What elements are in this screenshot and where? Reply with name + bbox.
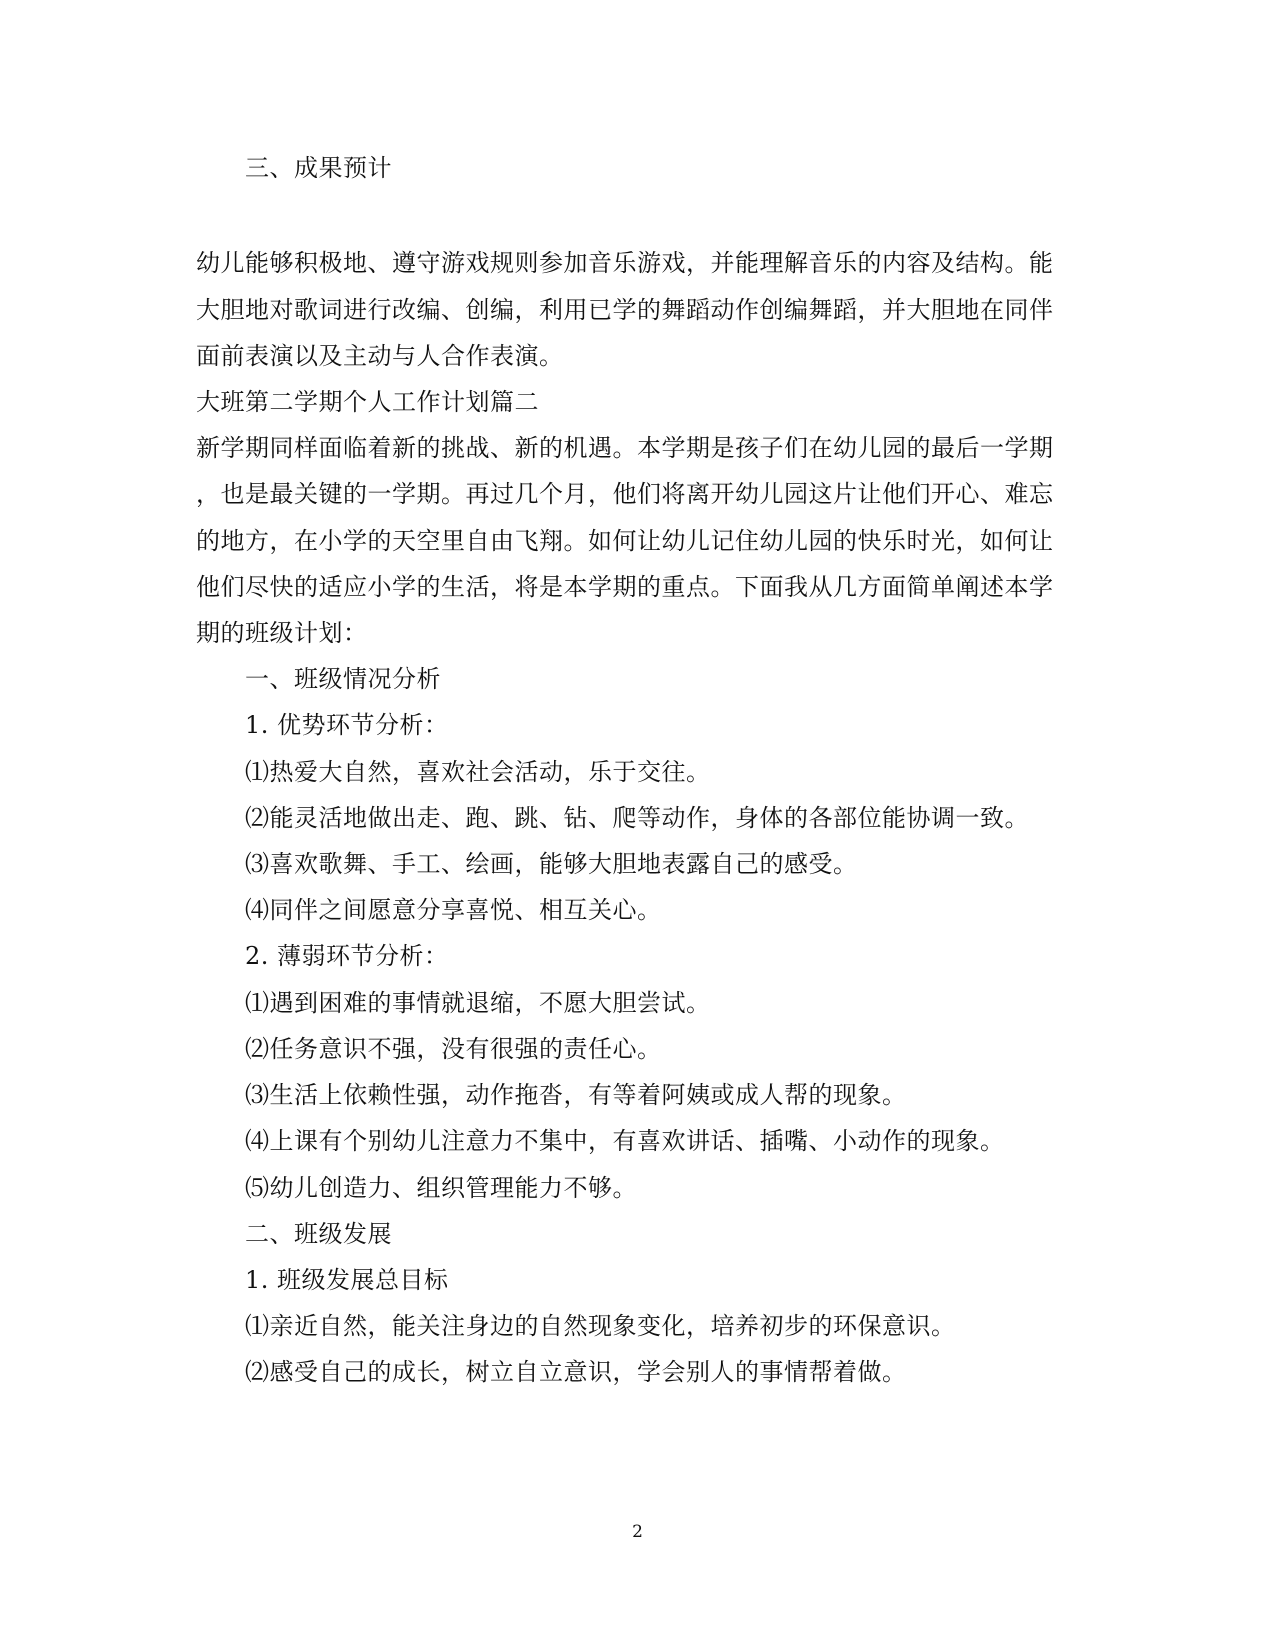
strength-item: ⑶喜欢歌舞、手工、绘画，能够大胆地表露自己的感受。 (245, 850, 858, 878)
weakness-item: ⑵任务意识不强，没有很强的责任心。 (245, 1035, 662, 1063)
weakness-item: ⑶生活上依赖性强，动作拖沓，有等着阿姨或成人帮的现象。 (245, 1081, 907, 1109)
weakness-item: ⑷上课有个别幼儿注意力不集中，有喜欢讲话、插嘴、小动作的现象。 (245, 1127, 1005, 1155)
outcome-paragraph-line: 面前表演以及主动与人合作表演。 (196, 342, 564, 370)
intro-paragraph-line: 期的班级计划： (196, 619, 368, 647)
heading-development: 二、班级发展 (245, 1220, 392, 1248)
intro-paragraph-line: 新学期同样面临着新的挑战、新的机遇。本学期是孩子们在幼儿园的最后一学期 (196, 434, 1054, 462)
heading-outcome: 三、成果预计 (245, 154, 392, 182)
page-number: 2 (632, 1522, 643, 1542)
goal-item: ⑴亲近自然，能关注身边的自然现象变化，培养初步的环保意识。 (245, 1312, 956, 1340)
goal-title: 1. 班级发展总目标 (245, 1266, 449, 1294)
weakness-item: ⑸幼儿创造力、组织管理能力不够。 (245, 1174, 637, 1202)
strengths-title: 1. 优势环节分析： (245, 711, 449, 739)
intro-paragraph-line: 的地方，在小学的天空里自由飞翔。如何让幼儿记住幼儿园的快乐时光，如何让 (196, 527, 1054, 555)
intro-paragraph-line: ，也是最关键的一学期。再过几个月，他们将离开幼儿园这片让他们开心、难忘 (196, 480, 1054, 508)
heading-analysis: 一、班级情况分析 (245, 665, 441, 693)
outcome-paragraph-line: 大胆地对歌词进行改编、创编，利用已学的舞蹈动作创编舞蹈，并大胆地在同伴 (196, 296, 1054, 324)
intro-paragraph-line: 他们尽快的适应小学的生活，将是本学期的重点。下面我从几方面简单阐述本学 (196, 573, 1054, 601)
weaknesses-title: 2. 薄弱环节分析： (245, 942, 449, 970)
outcome-paragraph-line: 幼儿能够积极地、遵守游戏规则参加音乐游戏，并能理解音乐的内容及结构。能 (196, 249, 1054, 277)
strength-item: ⑷同伴之间愿意分享喜悦、相互关心。 (245, 896, 662, 924)
strength-item: ⑴热爱大自然，喜欢社会活动，乐于交往。 (245, 758, 711, 786)
strength-item: ⑵能灵活地做出走、跑、跳、钻、爬等动作，身体的各部位能协调一致。 (245, 804, 1029, 832)
section-title: 大班第二学期个人工作计划篇二 (196, 388, 539, 416)
goal-item: ⑵感受自己的成长，树立自立意识，学会别人的事情帮着做。 (245, 1358, 907, 1386)
weakness-item: ⑴遇到困难的事情就退缩，不愿大胆尝试。 (245, 989, 711, 1017)
